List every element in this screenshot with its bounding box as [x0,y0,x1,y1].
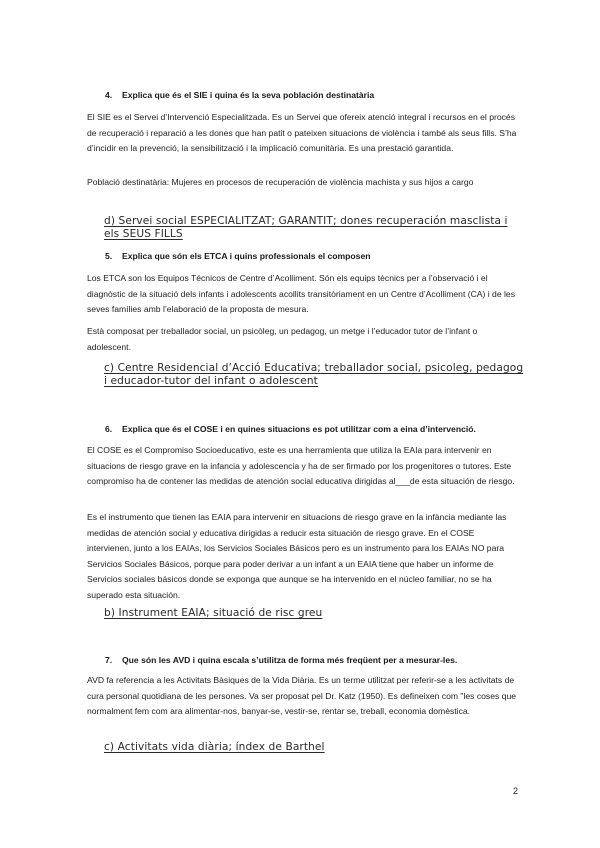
section-4-paragraph-1: El SIE es el Servei d’Intervenció Especialitzada. Es un Servei que ofereix atenció integral i recursos en el procés de recuperació i reparació a les dones que han patit o pateixen situacions de violència i també als seus fills. S’ha d’incidir en la prevenció, la sensibilització i la implicació comunitària. Es una prestació garantida. [87,112,517,154]
question-4-number: 4. [105,90,113,100]
question-7-text: Que són les AVD i quina escala s’utilitza de forma més freqüent per a mesurar-les. [122,655,458,665]
section-6-answer: b) Instrument EAIA; situació de risc greu [104,607,323,619]
page-number: 2 [513,786,519,796]
section-4-paragraph-2: Població destinatària: Mujeres en procesos de recuperación de violència machista y sus hijos a cargo [87,177,474,187]
question-4-text: Explica que és el SIE i quina és la seva población destinatària [122,90,375,100]
question-5-number: 5. [105,251,113,261]
section-4-answer: d) Servei social ESPECIALITZAT; GARANTIT; dones recuperación masclista i els SEUS FILLS [104,215,508,240]
question-6-text: Explica que és el COSE i en quines situacions es pot utilitzar com a eina d’intervenció. [122,424,476,434]
section-5-paragraph-1: Los ETCA son los Equipos Técnicos de Centre d’Acolliment. Són els equips tècnics per a l’observació i el diagnòstic de la situació dels infants i adolescents acollits transitòriament en un Centre d’Acolliment (CA) i de les seves famílies amb l’elaboració de la proposta de mesura. [87,273,515,315]
question-5-text: Explica que són els ETCA i quins professionals el composen [122,251,371,261]
section-5-paragraph-2: Està composat per treballador social, un psicòleg, un pedagog, un metge i l’educador tutor de l’infant o adolescent. [87,326,478,352]
section-7-answer: c) Activitats vida diària; índex de Barthel [104,741,325,753]
question-6-number: 6. [105,424,113,434]
question-4-heading [105,89,374,101]
question-7-number: 7. [105,655,113,665]
section-6-paragraph-1: El COSE es el Compromiso Socioeducativo, este es una herramienta que utiliza la EAIa para intervenir en situacions de riesgo grave en la infancia y adolescencia y ha de ser firmado por los progenitores o tutores. Este compromiso ha de contener las medidas de atención social educativa dirigidas al___de esta situación de riesgo. [87,445,515,487]
section-5-answer: c) Centre Residencial d’Acció Educativa; treballador social, psicoleg, pedagog i educador-tutor del infant o adolescent [104,362,524,387]
question-5-heading [105,250,370,262]
section-7-paragraph-1: AVD fa referencia a les Activitats Bàsiques de la Vida Diària. Es un terme utilitzat per referir-se a les activitats de cura personal quotidiana de les persones. Va ser proposat pel Dr. Katz (1950). Es defineixen com "les coses que normalment fem com ara alimentar-nos, banyar-se, vestir-se, rentar se, treball, economia domèstica. [87,675,517,717]
question-7-heading [105,654,457,666]
section-6-paragraph-2: Es el instrumento que tienen las EAIA para intervenir en situacions de riesgo grave en la infància mediante las medidas de atención social y educativa dirigidas a reducir esta situación de riesgo grave. En el COSE intervienen, junto a los EAIAs, los Servicios Sociales Básicos pero es un instrumento para los EAIAs NO para Servicios Sociales Básicos, porque para poder derivar a un infant a un EAIA tiene que haber un informe de Servicios sociales básicos donde se exponga que aunque se ha intervenido en el núcleo familiar, no se ha superado esta situación. [87,512,507,600]
question-6-heading [105,423,476,435]
